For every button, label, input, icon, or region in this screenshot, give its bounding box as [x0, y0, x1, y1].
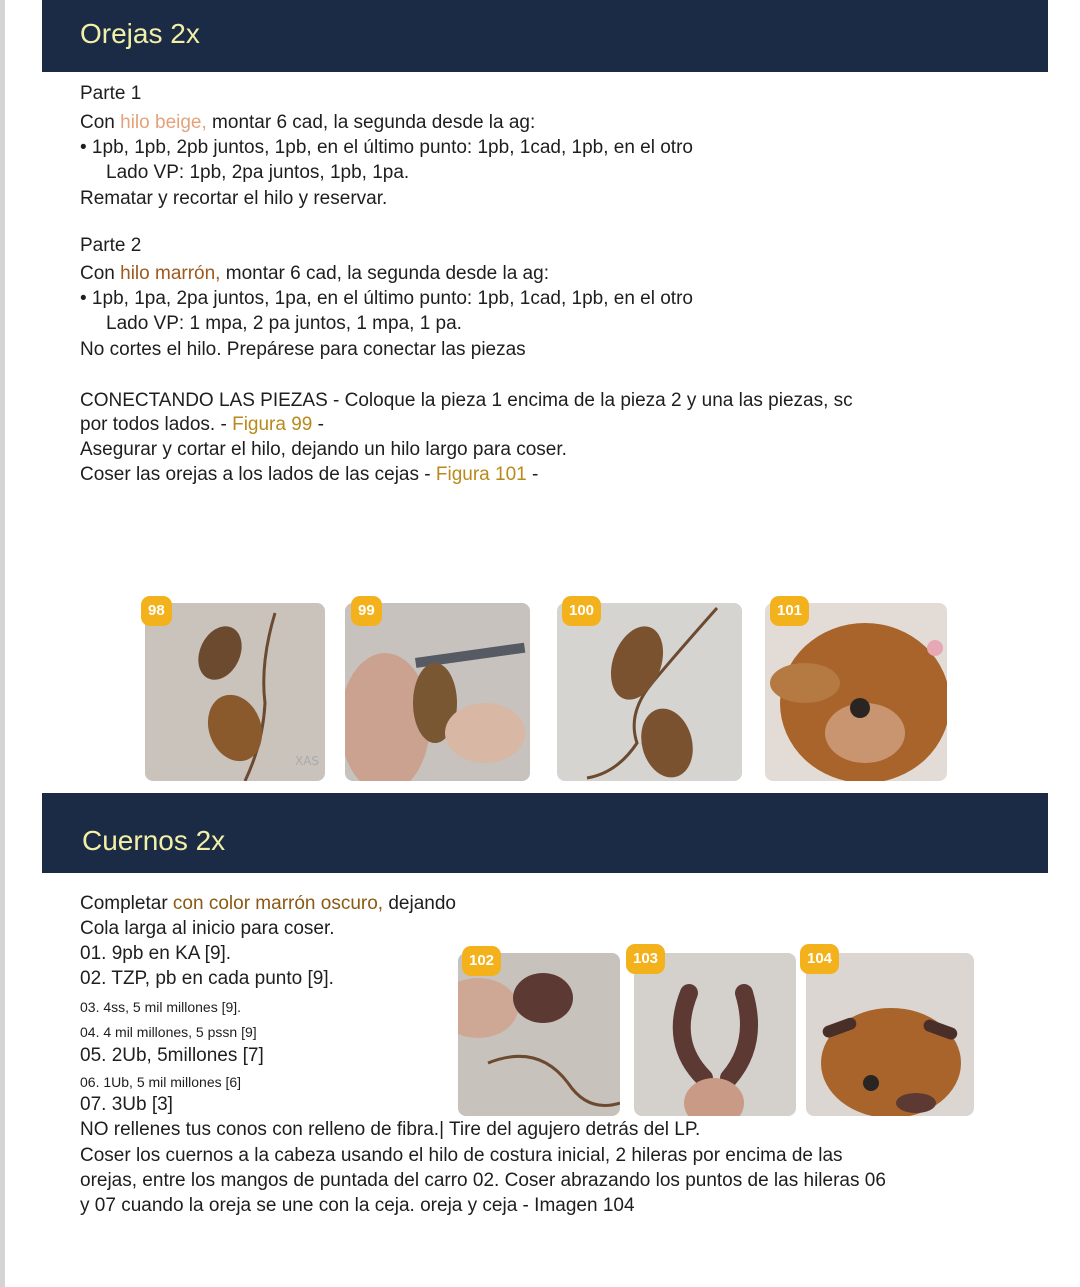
parte2-heading: Parte 2	[80, 235, 142, 256]
photo-98	[145, 603, 325, 781]
photo-101	[765, 603, 947, 781]
color-highlight: hilo beige,	[120, 112, 207, 133]
parte1-line2: • 1pb, 1pb, 2pb juntos, 1pb, en el último punto: 1pb, 1cad, 1pb, en el otro	[80, 137, 693, 158]
parte2-line3: Lado VP: 1 mpa, 2 pa juntos, 1 mpa, 1 pa.	[106, 313, 462, 334]
cuernos-line2: Cola larga al inicio para coser.	[80, 918, 335, 939]
svg-text:XAS: XAS	[295, 754, 320, 768]
row-05: 05. 2Ub, 5millones [7]	[80, 1045, 264, 1066]
parte1-line3: Lado VP: 1pb, 2pa juntos, 1pb, 1pa.	[106, 162, 410, 183]
cuernos-line1: Completar con color marrón oscuro, dejando	[80, 893, 456, 914]
figure-badge: 98	[141, 596, 172, 626]
section-title: Cuernos 2x	[82, 825, 226, 856]
figure-link: Figura 99	[232, 414, 313, 435]
figure-badge: 101	[770, 596, 809, 626]
note-line4: y 07 cuando la oreja se une con la ceja. oreja y ceja - Imagen 104	[80, 1195, 635, 1216]
figure-badge: 99	[351, 596, 382, 626]
parte2-line1: Con hilo marrón, montar 6 cad, la segunda desde la ag:	[80, 263, 549, 284]
section-banner-cuernos	[42, 793, 1048, 873]
parte2-line2: • 1pb, 1pa, 2pa juntos, 1pa, en el último punto: 1pb, 1cad, 1pb, en el otro	[80, 288, 693, 309]
row-04: 04. 4 mil millones, 5 pssn [9]	[80, 1024, 257, 1040]
row-06: 06. 1Ub, 5 mil millones [6]	[80, 1074, 242, 1090]
color-highlight: con color marrón oscuro,	[172, 893, 384, 914]
section-banner-orejas	[42, 0, 1048, 72]
photo-99	[345, 603, 530, 781]
color-highlight: hilo marrón,	[120, 263, 221, 284]
note-line1: NO rellenes tus conos con relleno de fibra.| Tire del agujero detrás del LP.	[80, 1119, 701, 1140]
connect-line2: por todos lados. - Figura 99 -	[80, 414, 324, 435]
figure-badge: 100	[562, 596, 601, 626]
section-title: Orejas 2x	[80, 18, 200, 49]
left-edge-strip	[0, 0, 5, 1287]
parte1-heading: Parte 1	[80, 83, 142, 104]
figure-badge: 102	[462, 946, 501, 976]
figure-badge: 104	[800, 944, 839, 974]
row-07: 07. 3Ub [3]	[80, 1094, 173, 1115]
row-01: 01. 9pb en KA [9].	[80, 943, 232, 964]
connect-line4: Coser las orejas a los lados de las cejas - Figura 101 -	[80, 464, 539, 485]
figure-badge: 103	[626, 944, 665, 974]
photo-103	[634, 953, 796, 1116]
photo-104	[806, 953, 974, 1116]
parte1-line1: Con hilo beige, montar 6 cad, la segunda desde la ag:	[80, 112, 536, 133]
note-line2: Coser los cuernos a la cabeza usando el hilo de costura inicial, 2 hileras por encima de las	[80, 1145, 843, 1166]
row-03: 03. 4ss, 5 mil millones [9].	[80, 999, 242, 1015]
row-02: 02. TZP, pb en cada punto [9].	[80, 968, 334, 989]
note-line3: orejas, entre los mangos de puntada del carro 02. Coser abrazando los puntos de las hileras 06	[80, 1170, 886, 1191]
connect-line1: CONECTANDO LAS PIEZAS - Coloque la pieza 1 encima de la pieza 2 y una las piezas, sc	[80, 390, 853, 411]
photo-102	[458, 953, 620, 1116]
parte1-line4: Rematar y recortar el hilo y reservar.	[80, 188, 388, 209]
figure-link: Figura 101	[435, 464, 527, 485]
photo-100	[557, 603, 742, 781]
parte2-line4: No cortes el hilo. Prepárese para conectar las piezas	[80, 339, 526, 360]
connect-line3: Asegurar y cortar el hilo, dejando un hilo largo para coser.	[80, 439, 567, 460]
